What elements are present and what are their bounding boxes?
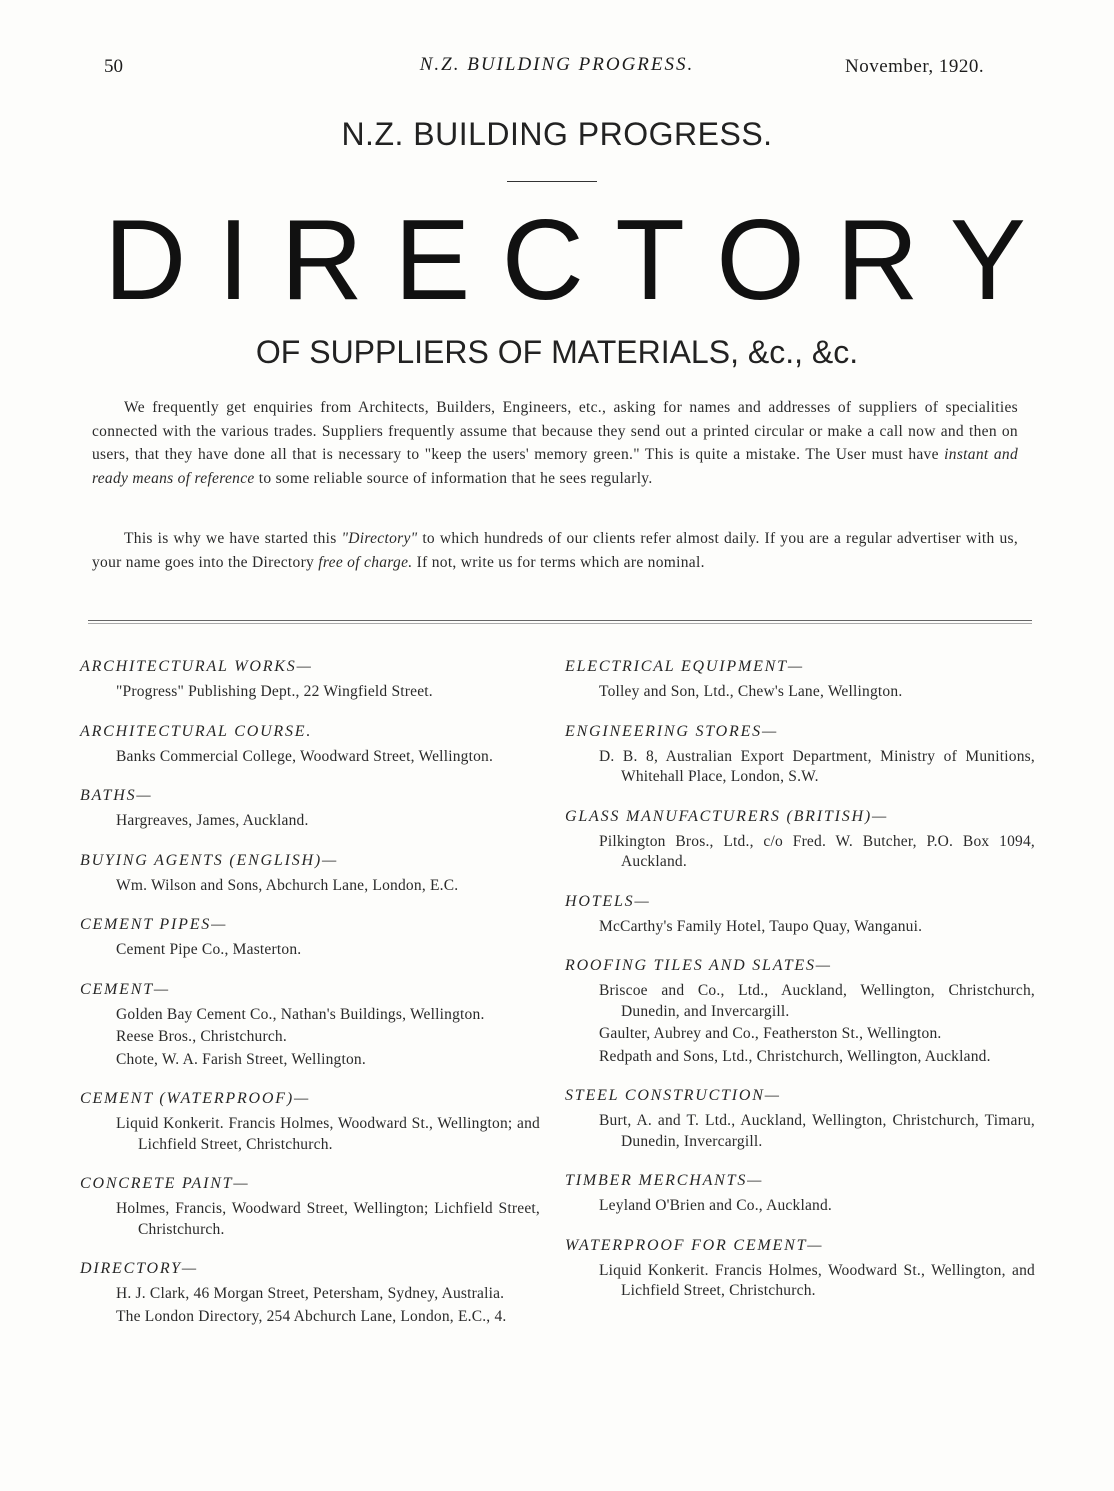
- section-heading: HOTELS—: [565, 892, 651, 910]
- title-letter: Y: [949, 197, 1026, 324]
- directory-section: [80, 785, 540, 832]
- directory-entry: H. J. Clark, 46 Morgan Street, Petersham, Sydney, Australia.: [116, 1285, 505, 1302]
- directory-entry: Chote, W. A. Farish Street, Wellington.: [116, 1050, 366, 1068]
- publication-title: N.Z. BUILDING PROGRESS.: [341, 116, 773, 152]
- directory-section: [565, 955, 1035, 1067]
- directory-section: [565, 1235, 1035, 1302]
- directory-entry: D. B. 8, Australian Export Department, Ministry of Munitions, Whitehall Place, London, S.W.: [599, 747, 1035, 785]
- title-divider: [507, 181, 597, 182]
- directory-entry: McCarthy's Family Hotel, Taupo Quay, Wanganui.: [599, 917, 923, 935]
- title-letter: R: [280, 197, 363, 324]
- intro-p2-c: If not, write us for terms which are nominal.: [412, 553, 705, 571]
- directory-section: [80, 721, 540, 768]
- directory-entry: Cement Pipe Co., Masterton.: [116, 941, 302, 958]
- section-heading: ELECTRICAL EQUIPMENT—: [565, 658, 804, 675]
- section-heading: ENGINEERING STORES—: [565, 722, 779, 740]
- directory-entry: Redpath and Sons, Ltd., Christchurch, Wellington, Auckland.: [599, 1047, 991, 1065]
- directory-column-right: [565, 656, 1035, 1320]
- directory-section: [565, 656, 1035, 703]
- directory-entry: Briscoe and Co., Ltd., Auckland, Wellington, Christchurch, Dunedin, and Invercargill.: [599, 982, 1035, 1020]
- intro-p2-emphasis-1: "Directory": [341, 530, 418, 547]
- intro-p1-emphasis: instant and ready means of reference: [92, 446, 1018, 487]
- directory-entry: Leyland O'Brien and Co., Auckland.: [599, 1197, 833, 1214]
- directory-column-left: [80, 656, 540, 1345]
- directory-section: [565, 721, 1035, 788]
- title-letter: I: [217, 197, 250, 324]
- directory-entry: The London Directory, 254 Abchurch Lane, London, E.C., 4.: [116, 1307, 507, 1325]
- section-divider-secondary: [88, 623, 1032, 624]
- directory-entry: Liquid Konkerit. Francis Holmes, Woodward St., Wellington, and Lichfield Street, Christchurch.: [599, 1261, 1035, 1299]
- directory-section: [80, 979, 540, 1071]
- intro-p2-emphasis-2: free of charge.: [318, 553, 413, 571]
- section-heading: GLASS MANUFACTURERS (BRITISH)—: [565, 807, 889, 825]
- directory-entry: Pilkington Bros., Ltd., c/o Fred. W. Butcher, P.O. Box 1094, Auckland.: [599, 832, 1035, 870]
- directory-entry: "Progress" Publishing Dept., 22 Wingfield Street.: [116, 683, 433, 700]
- directory-entry: Golden Bay Cement Co., Nathan's Buildings, Wellington.: [116, 1005, 485, 1023]
- directory-title: [104, 197, 1026, 324]
- directory-section: [565, 1085, 1035, 1152]
- section-divider: [88, 620, 1032, 621]
- intro-p1-text: We frequently get enquiries from Architects, Builders, Engineers, etc., asking for names and addresses of suppliers of specialities connected with the various trades. Suppliers frequently assume that because they send out a printed circular or make a call now and then on users, that they have done all that is necessary to "keep the users' memory green." This is quite a mistake. The User must have: [92, 399, 1018, 463]
- directory-entry: Liquid Konkerit. Francis Holmes, Woodward St., Wellington; and Lichfield Street, Christchurch.: [116, 1115, 540, 1153]
- running-title: N.Z. BUILDING PROGRESS.: [419, 54, 695, 75]
- title-letter: E: [394, 197, 471, 324]
- intro-p2-a: This is why we have started this: [124, 530, 342, 547]
- section-heading: ROOFING TILES AND SLATES—: [565, 957, 832, 974]
- title-letter: R: [836, 197, 919, 324]
- directory-subtitle: OF SUPPLIERS OF MATERIALS, &c., &c.: [255, 334, 859, 370]
- intro-p1-end: to some reliable source of information that he sees regularly.: [254, 469, 653, 487]
- section-heading: TIMBER MERCHANTS—: [565, 1172, 764, 1189]
- directory-section: [565, 1170, 1035, 1217]
- directory-entry: Reese Bros., Christchurch.: [116, 1028, 287, 1045]
- directory-section: [80, 1258, 540, 1327]
- section-heading: CEMENT—: [80, 980, 170, 998]
- title-letter: O: [716, 197, 805, 324]
- section-heading: WATERPROOF FOR CEMENT—: [565, 1236, 824, 1254]
- title-letter: C: [501, 197, 584, 324]
- section-heading: ARCHITECTURAL COURSE.: [80, 722, 313, 740]
- directory-entry: Wm. Wilson and Sons, Abchurch Lane, London, E.C.: [116, 876, 459, 894]
- directory-section: [80, 656, 540, 703]
- intro-paragraph-1: [92, 396, 1018, 490]
- section-heading: ARCHITECTURAL WORKS—: [80, 658, 313, 675]
- directory-section: [565, 806, 1035, 873]
- directory-section: [80, 914, 540, 961]
- directory-section: [80, 1088, 540, 1155]
- intro-paragraph-2: [92, 527, 1018, 574]
- directory-entry: Banks Commercial College, Woodward Street, Wellington.: [116, 747, 494, 765]
- directory-entry: Hargreaves, James, Auckland.: [116, 812, 309, 829]
- directory-section: [565, 891, 1035, 938]
- section-heading: BATHS—: [80, 787, 153, 804]
- directory-entry: Holmes, Francis, Woodward Street, Wellington; Lichfield Street, Christchurch.: [116, 1200, 540, 1238]
- section-heading: CONCRETE PAINT—: [80, 1175, 250, 1192]
- title-letter: T: [615, 197, 685, 324]
- intro-p2-b: to which hundreds of our clients refer almost daily. If you are a regular advertiser with us, your name goes into the Directory: [92, 530, 1018, 571]
- directory-entry: Burt, A. and T. Ltd., Auckland, Wellington, Christchurch, Timaru, Dunedin, Invercargill.: [599, 1112, 1035, 1150]
- directory-section: [80, 850, 540, 897]
- issue-date: November, 1920.: [845, 56, 985, 77]
- section-heading: CEMENT PIPES—: [80, 916, 228, 933]
- directory-section: [80, 1173, 540, 1240]
- title-letter: D: [104, 197, 187, 324]
- directory-entry: Tolley and Son, Ltd., Chew's Lane, Wellington.: [599, 683, 903, 700]
- page-number: 50: [104, 56, 123, 77]
- section-heading: STEEL CONSTRUCTION—: [565, 1087, 781, 1104]
- section-heading: CEMENT (WATERPROOF)—: [80, 1090, 310, 1107]
- section-heading: BUYING AGENTS (ENGLISH)—: [80, 851, 339, 869]
- section-heading: DIRECTORY—: [80, 1260, 198, 1277]
- directory-entry: Gaulter, Aubrey and Co., Featherston St., Wellington.: [599, 1025, 942, 1042]
